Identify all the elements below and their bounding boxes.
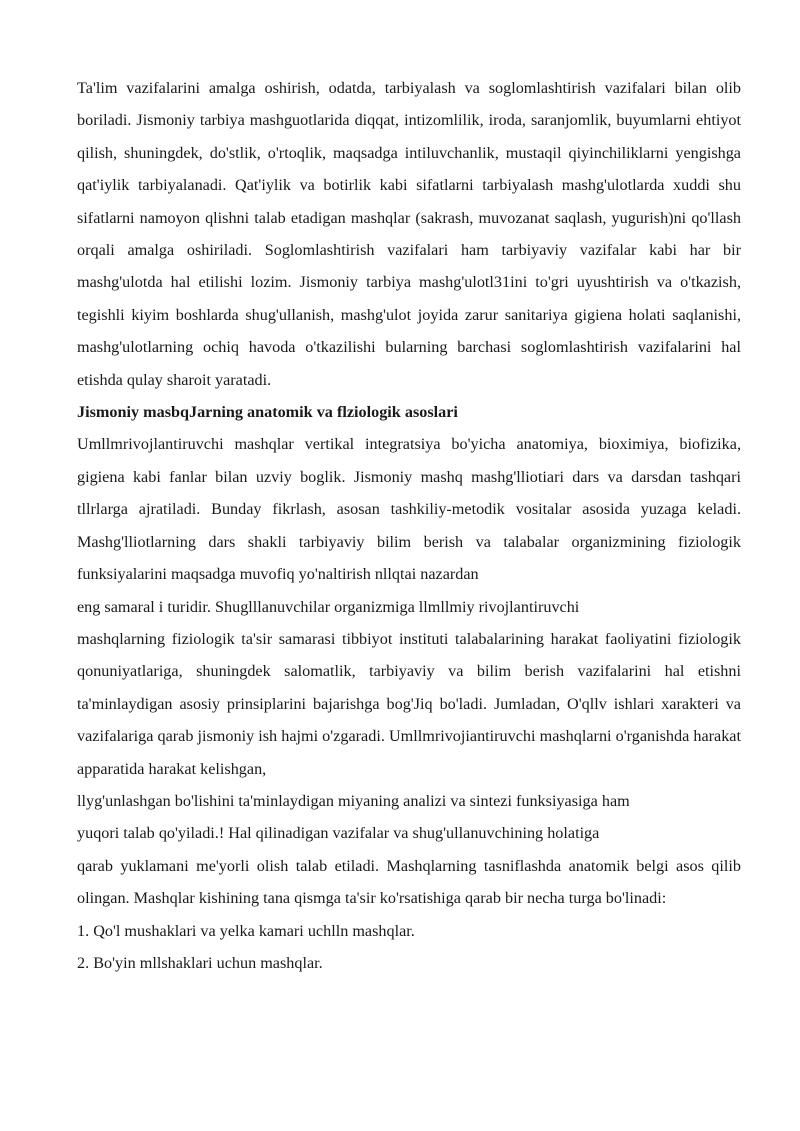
list-item: 2. Bo'yin mllshaklari uchun mashqlar. [77,953,323,972]
body-paragraph-line: yuqori talab qo'yiladi.! Hal qilinadigan vazifalar va shug'ullanuvchining holatiga [77,824,600,843]
body-paragraph-line: eng samaral i turidir. Shuglllanuvchilar organizmiga llmllmiy rivojlantiruvchi [77,597,580,616]
body-paragraph: Umllmrivojlantiruvchi mashqlar vertikal integratsiya bo'yicha anatomiya, bioximiya, biofizika, gigiena kabi fanlar bilan uzviy boglik. Jismoniy mashq mashg'lliotiari dars va darsdan tashqari tllrlarga ajratiladi. Bunday fikrlash, asosan tashkiliy-metodik vositalar asosida yuzaga keladi. Mashg'lliotlarning dars shakli tarbiyaviy bilim berish va talabalar organizmining fiziologik funksiyalarini maqsadga muvofiq yo'naltirish nllqtai nazardan [77,435,741,584]
list-item: 1. Qo'l mushaklari va yelka kamari uchlln mashqlar. [77,921,415,940]
body-paragraph: qarab yuklamani me'yorli olish talab etiladi. Mashqlarning tasniflashda anatomik belgi asos qilib olingan. Mashqlar kishining tana qismga ta'sir ko'rsatishiga qarab bir necha turga bo'linadi: [77,856,741,908]
body-paragraph-line: llyg'unlashgan bo'lishini ta'minlaydigan miyaning analizi va sintezi funksiyasiga ham [77,791,630,810]
body-paragraph: Ta'lim vazifalarini amalga oshirish, odatda, tarbiyalash va soglomlashtirish vazifalari bilan olib boriladi. Jismoniy tarbiya mashguotlarida diqqat, intizomlilik, iroda, saranjomlik, buyumlarni ehtiyot qilish, shuningdek, do'stlik, o'rtoqlik, maqsadga intiluvchanlik, mustaqil qiyinchiliklarni yengishga qat'iylik tarbiyalanadi. Qat'iylik va botirlik kabi sifatlarni tarbiyalash mashg'ulotlarda xuddi shu sifatlarni namoyon qlishni talab etadigan mashqlar (sakrash, muvozanat saqlash, yugurish)ni qo'llash orqali amalga oshiriladi. Soglomlashtirish vazifalari ham tarbiyaviy vazifalar kabi har bir mashg'ulotda hal etilishi lozim. Jismoniy tarbiya mashg'ulotl31ini to'gri uyushtirish va o'tkazish, tegishli kiyim boshlarda shug'ullanish, mashg'ulot joyida zarur sanitariya gigiena holati saqlanishi, mashg'ulotlarning ochiq havoda o'tkazilishi bularning barchasi soglomlashtirish vazifalarini hal etishda qulay sharoit yaratadi. [77,79,741,389]
document-page [77,72,741,979]
body-paragraph: mashqlarning fiziologik ta'sir samarasi tibbiyot instituti talabalarining harakat faoliyatini fiziologik qonuniyatlariga, shuningdek salomatlik, tarbiyaviy va bilim berish vazifalarini hal etishni ta'minlaydigan asosiy prinsiplarini bajarishga bog'Jiq bo'ladi. Jumladan, O'qllv ishlari xarakteri va vazifalariga qarab jismoniy ish hajmi o'zgaradi. Umllmrivojiantiruvchi mashqlarni o'rganishda harakat apparatida harakat kelishgan, [77,629,741,778]
section-heading: Jismoniy masbqJarning anatomik va flziologik asoslari [77,403,458,422]
